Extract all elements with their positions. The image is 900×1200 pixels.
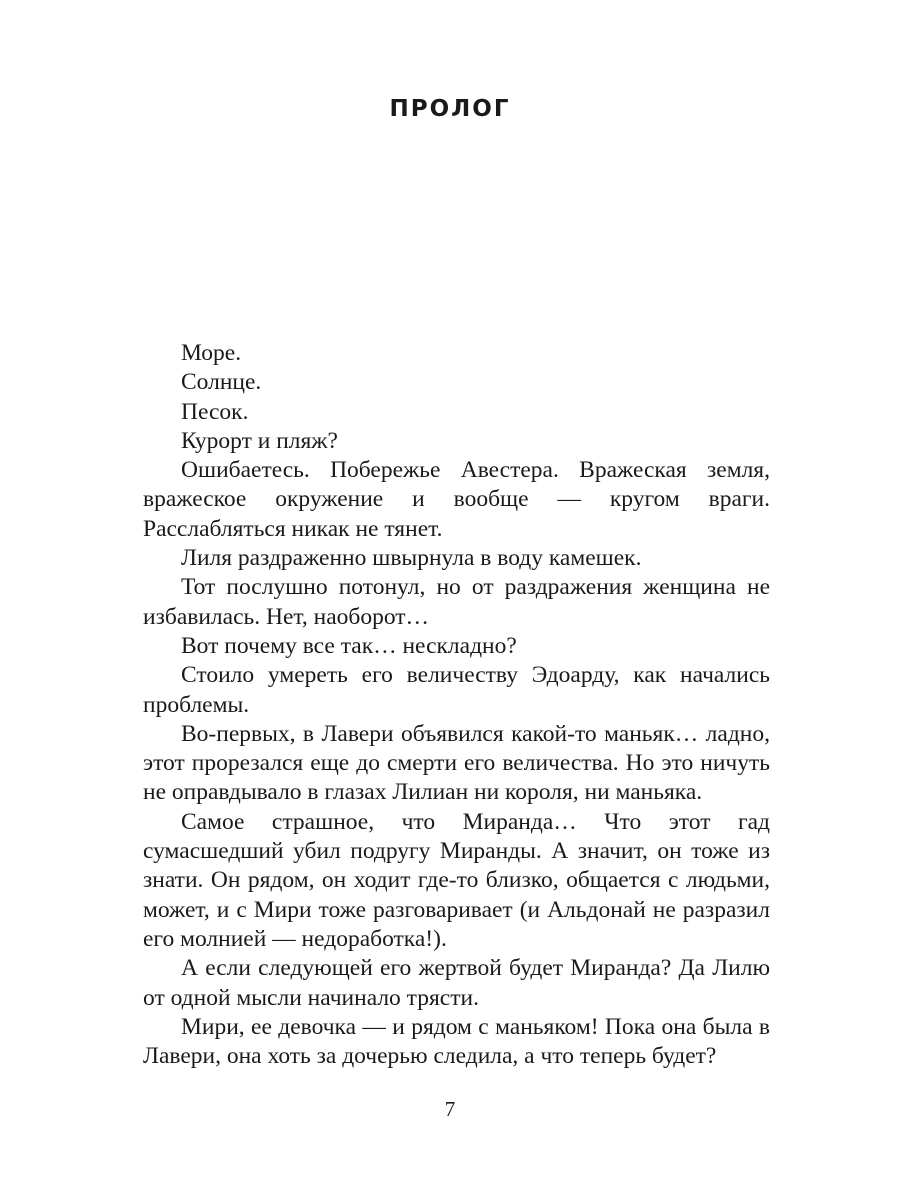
paragraph: А если следующей его жертвой будет Миранда? Да Лилю от одной мысли начинало трясти. <box>143 955 770 1011</box>
paragraph: Мири, ее девочка — и рядом с маньяком! Пока она была в Лавери, она хоть за дочерью следила, а что теперь будет? <box>143 1013 770 1070</box>
page-number: 7 <box>444 1097 456 1121</box>
paragraph: Ошибаетесь. Побережье Авестера. Вражеская земля, вражеское окружение и вообще — кругом враги. Расслабляться никак не тянет. <box>143 457 770 542</box>
paragraph: Самое страшное, что Миранда… Что этот гад сумасшедший убил подругу Миранды. А значит, он тоже из знати. Он рядом, он ходит где-то близко, общается с людьми, может, и с Мири тоже разговаривает (и Альдонай не разразил его молнией — недоработка!). <box>143 808 770 952</box>
paragraph: Песок. <box>181 398 249 425</box>
paragraph: Курорт и пляж? <box>181 427 338 454</box>
paragraph: Вот почему все так… нескладно? <box>181 632 517 659</box>
paragraph: Тот послушно потонул, но от раздражения женщина не избавилась. Нет, наоборот… <box>143 574 770 630</box>
chapter-title: ПРОЛОГ <box>389 96 511 122</box>
paragraph: Море. <box>181 340 242 366</box>
paragraph: Во-первых, в Лавери объявился какой-то маньяк… ладно, этот прорезался еще до смерти его величества. Но это ничуть не оправдывало в глазах Лилиан ни короля, ни маньяка. <box>143 720 770 806</box>
text-body <box>143 339 770 1071</box>
paragraph: Солнце. <box>181 369 262 396</box>
paragraph: Стоило умереть его величеству Эдоарду, как начались проблемы. <box>143 662 770 718</box>
paragraph: Лиля раздраженно швырнула в воду камешек. <box>181 545 642 572</box>
